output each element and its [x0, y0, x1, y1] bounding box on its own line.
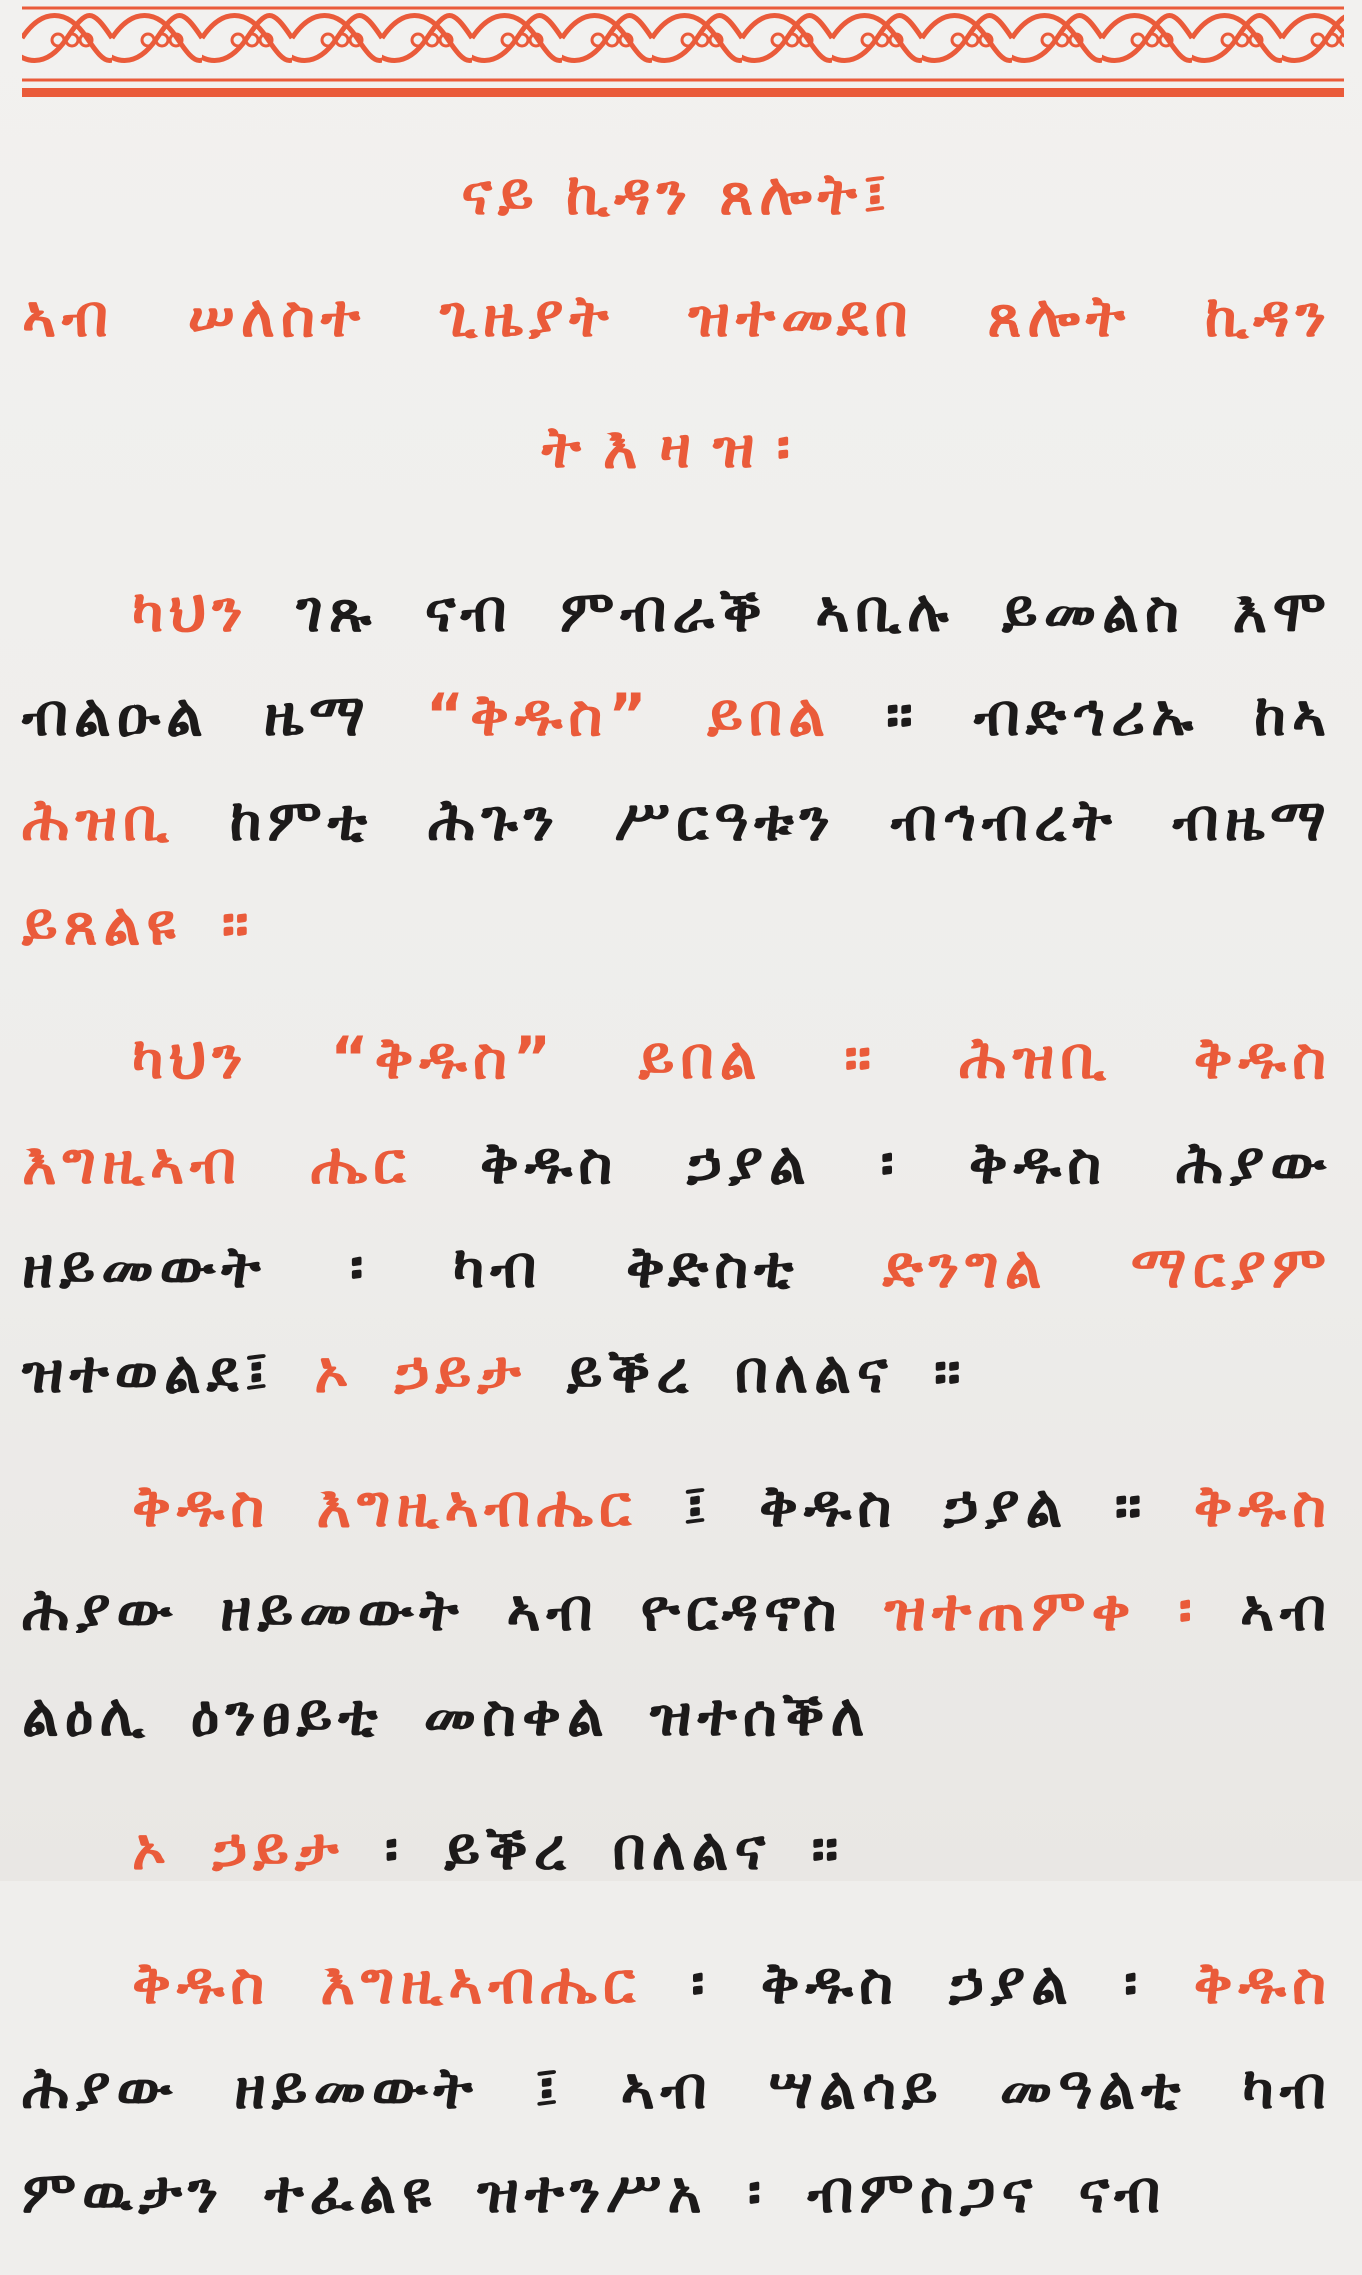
paragraph-text: ኣብ ልዕሊ ዕንፀይቲ መስቀል ዝተሰቕለ	[22, 1576, 1333, 1749]
rubric-o-lord: ኦ ኃይታ	[314, 1337, 527, 1406]
paragraph-text: ዝተወልደ፤	[22, 1337, 315, 1406]
paragraph-text: ፤ ቅዱስ ኃያል ።	[637, 1471, 1194, 1540]
rubric-o-lord: ኦ ኃይታ	[132, 1815, 345, 1884]
prayer-paragraph-2	[22, 1006, 1332, 1424]
paragraph-text: ከምቲ ሕጉን ሥርዓቱን ብኅብረት ብዜማ	[174, 785, 1332, 854]
rubric-holy-god: ቅዱስ እግዚኣብሔር	[132, 1471, 637, 1540]
rubric-paragraph-1	[22, 559, 1332, 977]
rubric-holy: ቅዱስ	[1193, 1471, 1333, 1540]
rubric-priest-people: ካህን “ቅዱስ” ይበል ። ሕዝቢ ቅዱስ እግዚኣብ ሔር	[22, 1024, 1332, 1197]
rubric-virgin-mary: ድንግል ማርያም	[882, 1233, 1332, 1302]
prayer-paragraph-4	[22, 1797, 1332, 1901]
decorative-border-ornament	[22, 4, 1344, 104]
page-title: ናይ ኪዳን ጸሎት፤	[461, 160, 893, 228]
paragraph-text: ሕያው ዘይመውት ኣብ ዮርዳኖስ	[22, 1576, 885, 1645]
paragraph-text: ፡ ይቕረ በለልና ።	[344, 1815, 845, 1884]
rubric-holy-god: ቅዱስ እግዚኣብሔር	[132, 1949, 641, 2018]
paragraph-text: ይቕረ በለልና ።	[526, 1337, 967, 1406]
paragraph-text: ። ብድኅሪኡ ከኣ	[831, 681, 1332, 750]
rubric-priest: ካህን	[132, 576, 249, 645]
prayer-paragraph-5	[22, 1931, 1332, 2244]
prayer-text-body	[22, 160, 1332, 2275]
paragraph-text: ሕያው ዘይመውት ፤ ኣብ ሣልሳይ መዓልቲ ካብ ምዉታን ተፈልዩ ዝተንሥአ ፡ ብምስጋና ናብ	[22, 2053, 1332, 2227]
instruction-heading: ትእዛዝ፡	[541, 413, 813, 482]
rubric-holy-says: “ቅዱስ” ይበል	[425, 681, 832, 750]
rubric-holy: ቅዱስ	[1193, 1949, 1332, 2018]
paragraph-text: ፡ ቅዱስ ኃያል ፡	[640, 1949, 1194, 2018]
paragraph-text: ቅዱስ ኃያል ፡ ቅዱስ ሕያው ዘይመውት ፡ ካብ ቅድስቲ	[22, 1128, 1332, 1302]
rubric-baptized: ዝተጠምቀ ፡	[884, 1576, 1199, 1645]
page-subtitle: ኣብ ሠለስተ ጊዜያት ዝተመደበ ጸሎት ኪዳን	[22, 281, 1332, 350]
prayer-paragraph-3	[22, 1454, 1332, 1767]
rubric-people: ሕዝቢ	[22, 785, 175, 854]
rubric-pray: ይጸልዩ ።	[22, 889, 255, 958]
paragraph-text: ገጹ ናብ ምብራቕ ኣቢሉ ይመልስ እሞ ብልዑል ዜማ	[22, 576, 1332, 750]
